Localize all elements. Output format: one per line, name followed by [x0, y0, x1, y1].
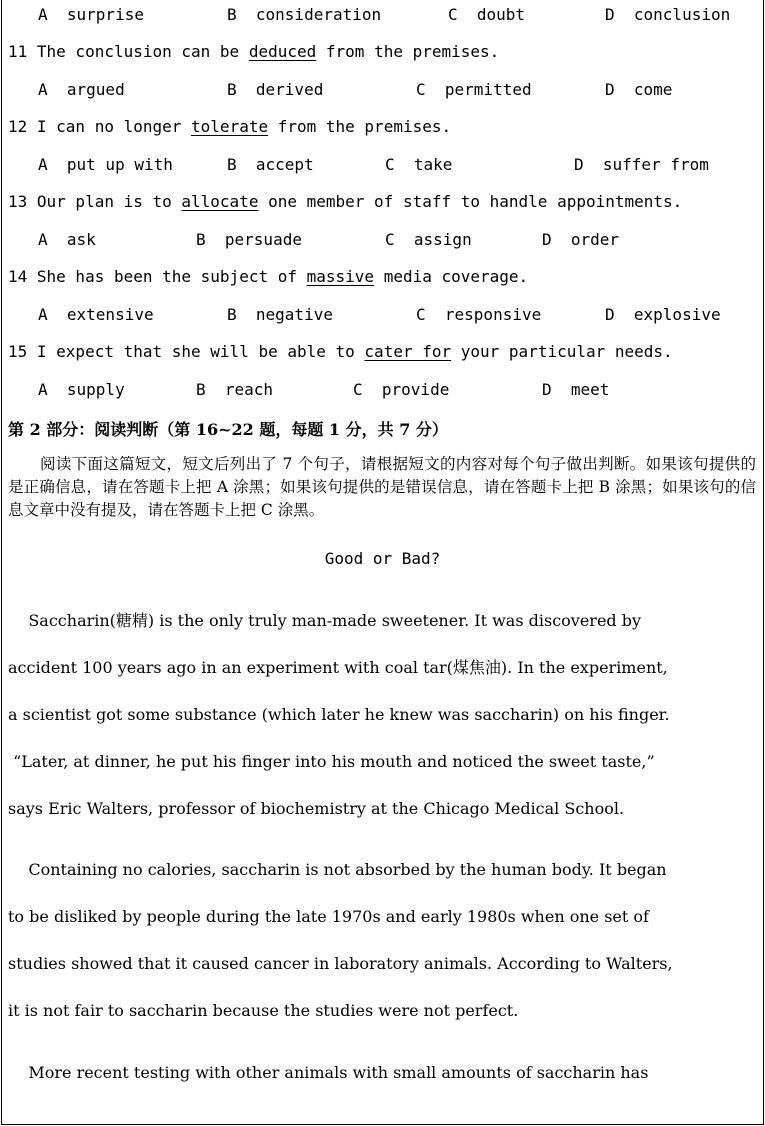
q15-option-a[interactable]: A supply [38, 380, 125, 399]
q10-option-a[interactable]: A surprise [38, 5, 144, 24]
passage-line: Containing no calories, saccharin is not absorbed by the human body. It began [8, 860, 667, 879]
passage-line: studies showed that it caused cancer in laboratory animals. According to Walters, [8, 954, 673, 973]
q12-option-d[interactable]: D suffer from [574, 155, 709, 174]
q14-option-c[interactable]: C responsive [416, 305, 542, 324]
q11-option-a[interactable]: A argued [38, 80, 125, 99]
q14-option-b[interactable]: B negative [227, 305, 333, 324]
q13-option-a[interactable]: A ask [38, 230, 96, 249]
q13-option-c[interactable]: C assign [385, 230, 472, 249]
keyword-deduced: deduced [248, 42, 317, 61]
q15-option-d[interactable]: D meet [542, 380, 610, 399]
keyword-tolerate: tolerate [191, 117, 269, 136]
question-11: 11 The conclusion can be deduced from the premises. [8, 42, 500, 61]
q11-option-b[interactable]: B derived [227, 80, 324, 99]
q11-option-c[interactable]: C permitted [416, 80, 532, 99]
question-15: 15 I expect that she will be able to cater for your particular needs. [8, 342, 673, 361]
passage-title: Good or Bad? [324, 549, 441, 568]
q12-option-a[interactable]: A put up with [38, 155, 173, 174]
question-12: 12 I can no longer tolerate from the premises. [8, 117, 452, 136]
keyword-massive: massive [306, 267, 375, 286]
q12-option-c[interactable]: C take [385, 155, 453, 174]
question-14: 14 She has been the subject of massive media coverage. [8, 267, 529, 286]
section-heading: 第 2 部分：阅读判断（第 16~22 题，每题 1 分，共 7 分） [8, 420, 448, 439]
passage-line: says Eric Walters, professor of biochemistry at the Chicago Medical School. [8, 799, 625, 818]
q15-option-c[interactable]: C provide [353, 380, 450, 399]
q12-option-b[interactable]: B accept [227, 155, 314, 174]
passage-line: More recent testing with other animals with small amounts of saccharin has [8, 1063, 649, 1082]
keyword-cater-for: cater for [364, 342, 452, 361]
instructions: 阅读下面这篇短文，短文后列出了 7 个句子，请根据短文的内容对每个句子做出判断。如果该句提供的是正确信息，请在答题卡上把 A 涂黑；如果该句提供的是错误信息，请在答题卡上把 B 涂黑；如果该句的信息文章中没有提及，请在答题卡上把 C 涂黑。 [8, 455, 756, 519]
passage-line: accident 100 years ago in an experiment with coal tar(煤焦油). In the experiment, [8, 658, 668, 677]
passage-line: “Later, at dinner, he put his finger into his mouth and noticed the sweet taste,” [8, 752, 655, 771]
passage-line: Saccharin(糖精) is the only truly man-made sweetener. It was discovered by [8, 611, 642, 630]
q10-option-c[interactable]: C doubt [448, 5, 526, 24]
q13-option-b[interactable]: B persuade [196, 230, 302, 249]
passage-line: it is not fair to saccharin because the studies were not perfect. [8, 1001, 519, 1020]
passage-line: a scientist got some substance (which later he knew was saccharin) on his finger. [8, 705, 670, 724]
q10-option-b[interactable]: B consideration [227, 5, 382, 24]
question-13: 13 Our plan is to allocate one member of staff to handle appointments. [8, 192, 683, 211]
q10-option-d[interactable]: D conclusion [605, 5, 731, 24]
q14-option-a[interactable]: A extensive [38, 305, 154, 324]
passage-line: to be disliked by people during the late 1970s and early 1980s when one set of [8, 907, 649, 926]
q11-option-d[interactable]: D come [605, 80, 673, 99]
q13-option-d[interactable]: D order [542, 230, 620, 249]
keyword-allocate: allocate [181, 192, 259, 211]
q15-option-b[interactable]: B reach [196, 380, 274, 399]
q14-option-d[interactable]: D explosive [605, 305, 721, 324]
